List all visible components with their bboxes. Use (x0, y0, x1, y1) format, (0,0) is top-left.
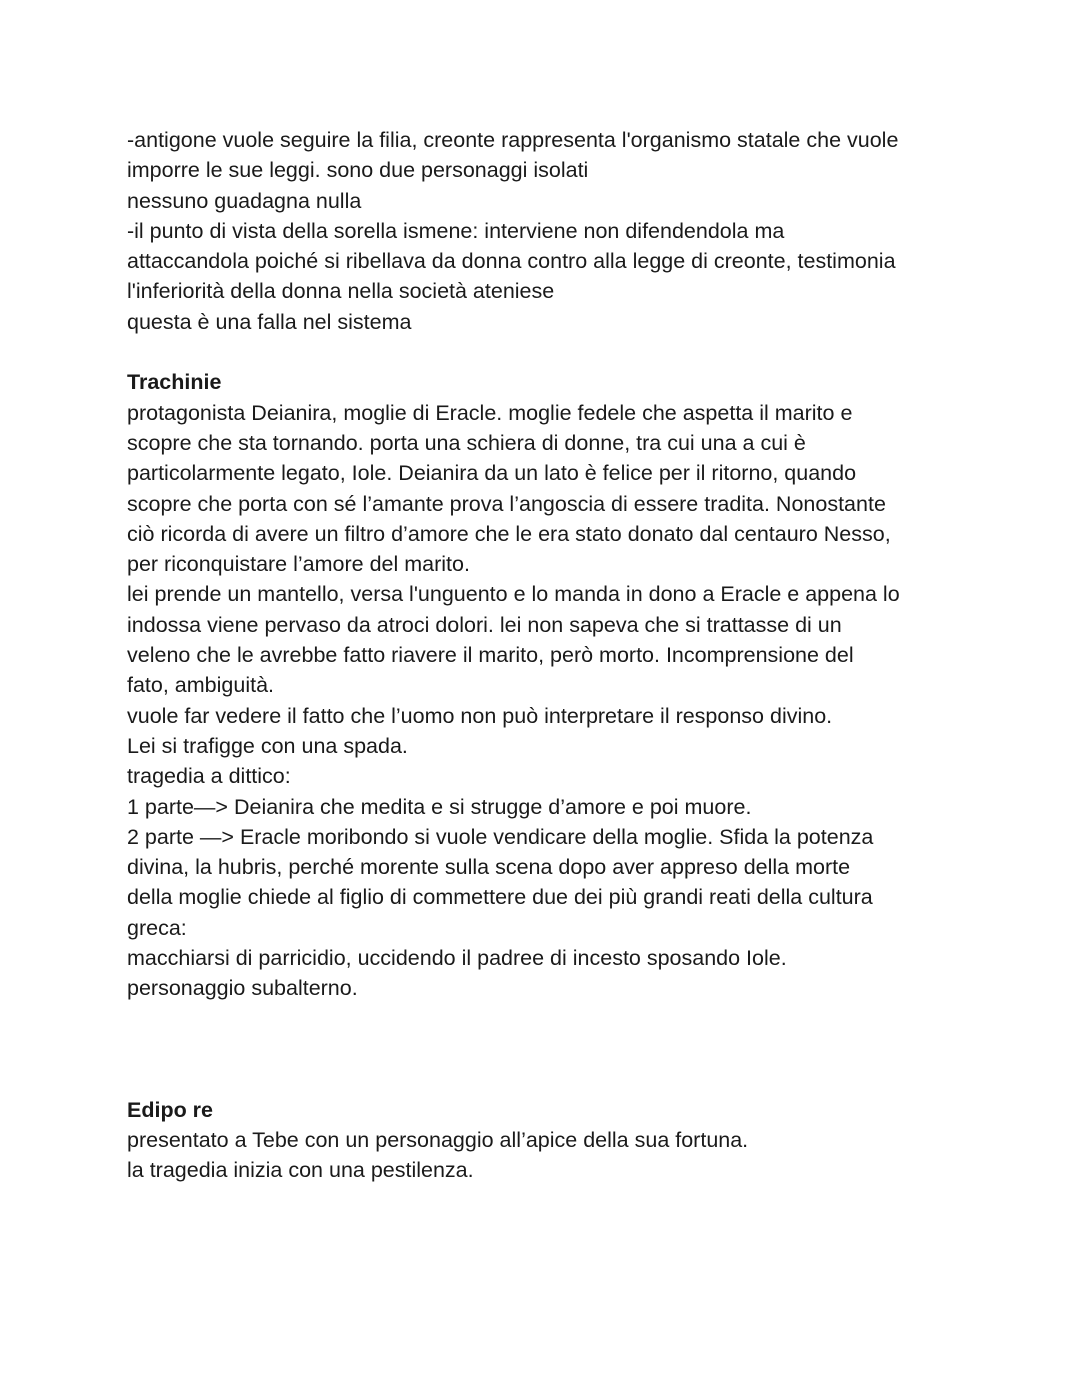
text-line: Lei si trafigge con una spada. (127, 733, 408, 758)
text-line: -il punto di vista della sorella ismene: interviene non difendendola ma (127, 218, 785, 243)
trachinie-section (127, 367, 967, 1003)
text-line: divina, la hubris, perché morente sulla scena dopo aver appreso della morte (127, 855, 851, 880)
text-line: greca: (127, 915, 187, 940)
text-line: veleno che le avrebbe fatto riavere il marito, però morto. Incomprensione del (127, 643, 854, 668)
text-line: della moglie chiede al figlio di commettere due dei più grandi reati della cultura (127, 885, 873, 910)
document-body (127, 125, 967, 1185)
text-line: 1 parte—> Deianira che medita e si strugge d’amore e poi muore. (127, 794, 752, 819)
text-line: particolarmente legato, Iole. Deianira da un lato è felice per il ritorno, quando (127, 461, 857, 486)
text-line: attaccandola poiché si ribellava da donna contro alla legge di creonte, testimonia (127, 249, 896, 274)
text-line: nessuno guadagna nulla (127, 188, 362, 213)
text-line: 2 parte —> Eracle moribondo si vuole vendicare della moglie. Sfida la potenza (127, 824, 874, 849)
text-line: l'inferiorità della donna nella società ateniese (127, 279, 555, 304)
text-line: per riconquistare l’amore del marito. (127, 552, 470, 577)
text-line: fato, ambiguità. (127, 673, 275, 698)
section-heading-trachinie: Trachinie (127, 370, 222, 395)
spacer (127, 1004, 967, 1095)
text-line: questa è una falla nel sistema (127, 309, 412, 334)
section-heading-edipo-re: Edipo re (127, 1097, 214, 1122)
text-line: personaggio subalterno. (127, 976, 358, 1001)
text-line: ciò ricorda di avere un filtro d’amore che le era stato donato dal centauro Nesso, (127, 521, 891, 546)
text-line: imporre le sue leggi. sono due personaggi isolati (127, 158, 589, 183)
text-line: vuole far vedere il fatto che l’uomo non può interpretare il responso divino. (127, 703, 833, 728)
text-line: protagonista Deianira, moglie di Eracle. moglie fedele che aspetta il marito e (127, 400, 853, 425)
text-line: presentato a Tebe con un personaggio all’apice della sua fortuna. (127, 1127, 749, 1152)
text-line: tragedia a dittico: (127, 764, 291, 789)
text-line: la tragedia inizia con una pestilenza. (127, 1158, 474, 1183)
text-line: scopre che sta tornando. porta una schiera di donne, tra cui una a cui è (127, 430, 806, 455)
text-line: lei prende un mantello, versa l'unguento e lo manda in dono a Eracle e appena lo (127, 582, 900, 607)
text-line: scopre che porta con sé l’amante prova l’angoscia di essere tradita. Nonostante (127, 491, 886, 516)
text-line: macchiarsi di parricidio, uccidendo il padree di incesto sposando Iole. (127, 946, 787, 971)
spacer (127, 337, 967, 367)
text-line: -antigone vuole seguire la filia, creonte rappresenta l'organismo statale che vuole (127, 128, 899, 152)
antigone-section (127, 125, 967, 337)
text-line: indossa viene pervaso da atroci dolori. lei non sapeva che si trattasse di un (127, 612, 842, 637)
edipo-section (127, 1095, 967, 1186)
